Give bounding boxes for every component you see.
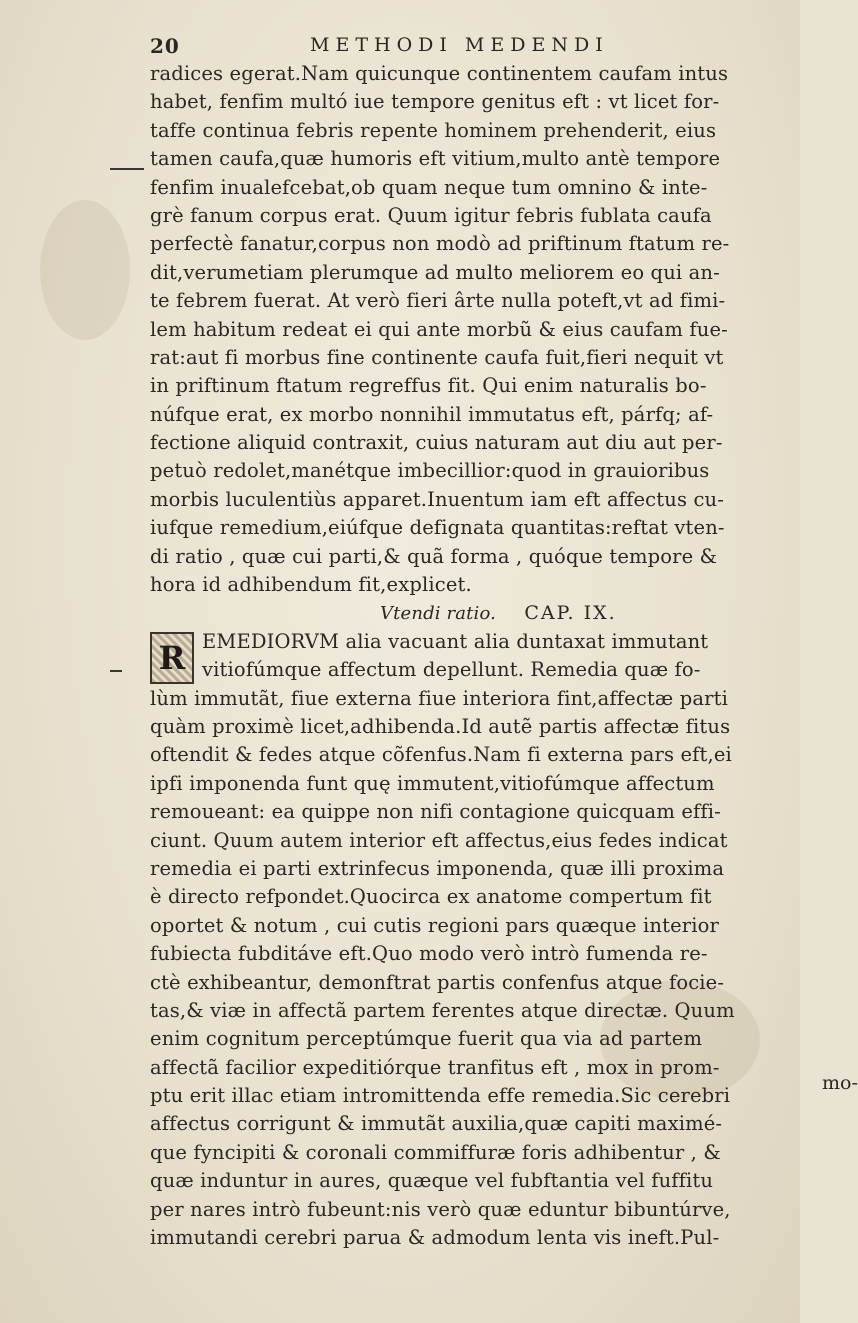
text-line: ctè exhibeantur, demonftrat partis confenfus atque focie- xyxy=(150,970,725,994)
text-line: radices egerat.Nam quicunque continentem caufam intus xyxy=(150,62,729,85)
text-line: EMEDIORVM alia vacuant alia duntaxat immutant xyxy=(202,629,709,653)
text-line: affectus corrigunt & immutãt auxilia,quæ capiti maximé- xyxy=(150,1112,723,1136)
text-line: oportet & notum , cui cutis regioni pars quæque interior xyxy=(150,913,719,937)
text-line: iufque remedium,eiúfque defignata quantitas:reftat vten- xyxy=(150,516,725,540)
paper-stain xyxy=(40,200,130,340)
text-line: quàm proximè licet,adhibenda.Id autẽ partis affectæ fitus xyxy=(150,714,731,738)
margin-mark xyxy=(110,168,144,170)
text-line: tamen caufa,quæ humoris eft vitium,multo antè tempore xyxy=(150,147,721,171)
page-header xyxy=(150,34,710,60)
text-line: è directo refpondet.Quocirca ex anatome compertum fit xyxy=(150,885,712,909)
text-line: dit,verumetiam plerumque ad multo meliorem eo qui an- xyxy=(150,260,720,284)
text-line: morbis luculentiùs apparet.Inuentum iam eft affectus cu- xyxy=(150,487,724,511)
decorated-initial: R xyxy=(150,632,194,684)
text-line: lem habitum redeat ei qui ante morbũ & eius caufam fue- xyxy=(150,317,728,341)
text-line: perfectè fanatur,corpus non modò ad priftinum ftatum re- xyxy=(150,232,730,256)
text-line: vitiofúmque affectum depellunt. Remedia quæ fo- xyxy=(202,658,701,682)
text-line: per nares intrò fubeunt:nis verò quæ eduntur bibuntúrve, xyxy=(150,1197,731,1221)
text-line: in priftinum ftatum regreffus fit. Qui enim naturalis bo- xyxy=(150,374,707,398)
text-line: quæ induntur in aures, quæque vel fubftantia vel fuffitu xyxy=(150,1169,714,1193)
text-line: grè fanum corpus erat. Quum igitur febris fublata caufa xyxy=(150,203,712,227)
catchword: mo- xyxy=(822,1072,858,1094)
text-line: ciunt. Quum autem interior eft affectus,eius fedes indicat xyxy=(150,828,728,852)
chapter-opening xyxy=(150,628,800,685)
text-line: enim cognitum perceptúmque fuerit qua via ad partem xyxy=(150,1027,703,1051)
text-line: petuò redolet,manétque imbecillior:quod in grauioribus xyxy=(150,459,710,483)
text-line: te febrem fuerat. At verò fieri ârte nulla poteft,vt ad fimi- xyxy=(150,289,726,313)
text-line: ipfi imponenda funt quę immutent,vitiofúmque affectum xyxy=(150,771,715,795)
text-line: hora id adhibendum fit,explicet. xyxy=(150,573,472,597)
chapter-subtitle: Vtendi ratio. xyxy=(380,603,496,625)
text-line: remoueant: ea quippe non nifi contagione quicquam effi- xyxy=(150,800,721,824)
chapter-heading xyxy=(150,599,800,627)
text-line: habet, fenfim multó iue tempore genitus eft : vt licet for- xyxy=(150,90,720,114)
text-line: tas,& viæ in affectã partem ferentes atque directæ. Quum xyxy=(150,998,735,1022)
text-line: oftendit & fedes atque cõfenfus.Nam fi externa pars eft,ei xyxy=(150,743,732,767)
text-line: que fyncipiti & coronali commiffuræ foris adhibentur , & xyxy=(150,1140,721,1164)
text-line: remedia ei parti extrinfecus imponenda, quæ illi proxima xyxy=(150,856,725,880)
running-title: METHODI MEDENDI xyxy=(310,34,609,56)
text-line: affectã facilior expeditiórque tranfitus eft , mox in prom- xyxy=(150,1055,720,1079)
text-line: rat:aut fi morbus fine continente caufa fuit,fieri nequit vt xyxy=(150,345,724,369)
margin-mark xyxy=(110,670,122,672)
page-number: 20 xyxy=(150,34,180,58)
text-line: núfque erat, ex morbo nonnihil immutatus eft, párfq; af- xyxy=(150,402,714,426)
text-line: di ratio , quæ cui parti,& quã forma , quóque tempore & xyxy=(150,544,718,568)
text-line: lùm immutãt, fiue externa fiue interiora fint,affectæ parti xyxy=(150,686,728,710)
text-line: immutandi cerebri parua & admodum lenta vis ineft.Pul- xyxy=(150,1226,720,1250)
text-line: taffe continua febris repente hominem prehenderit, eius xyxy=(150,118,717,142)
text-line: ptu erit illac etiam intromittenda effe remedia.Sic cerebri xyxy=(150,1084,731,1108)
chapter-number: CAP. IX. xyxy=(524,602,617,625)
main-text xyxy=(150,60,858,1252)
text-line: fectione aliquid contraxit, cuius naturam aut diu aut per- xyxy=(150,431,723,455)
text-line: fenfim inualefcebat,ob quam neque tum omnino & inte- xyxy=(150,175,708,199)
text-line: fubiecta fubditáve eft.Quo modo verò intrò fumenda re- xyxy=(150,942,708,966)
